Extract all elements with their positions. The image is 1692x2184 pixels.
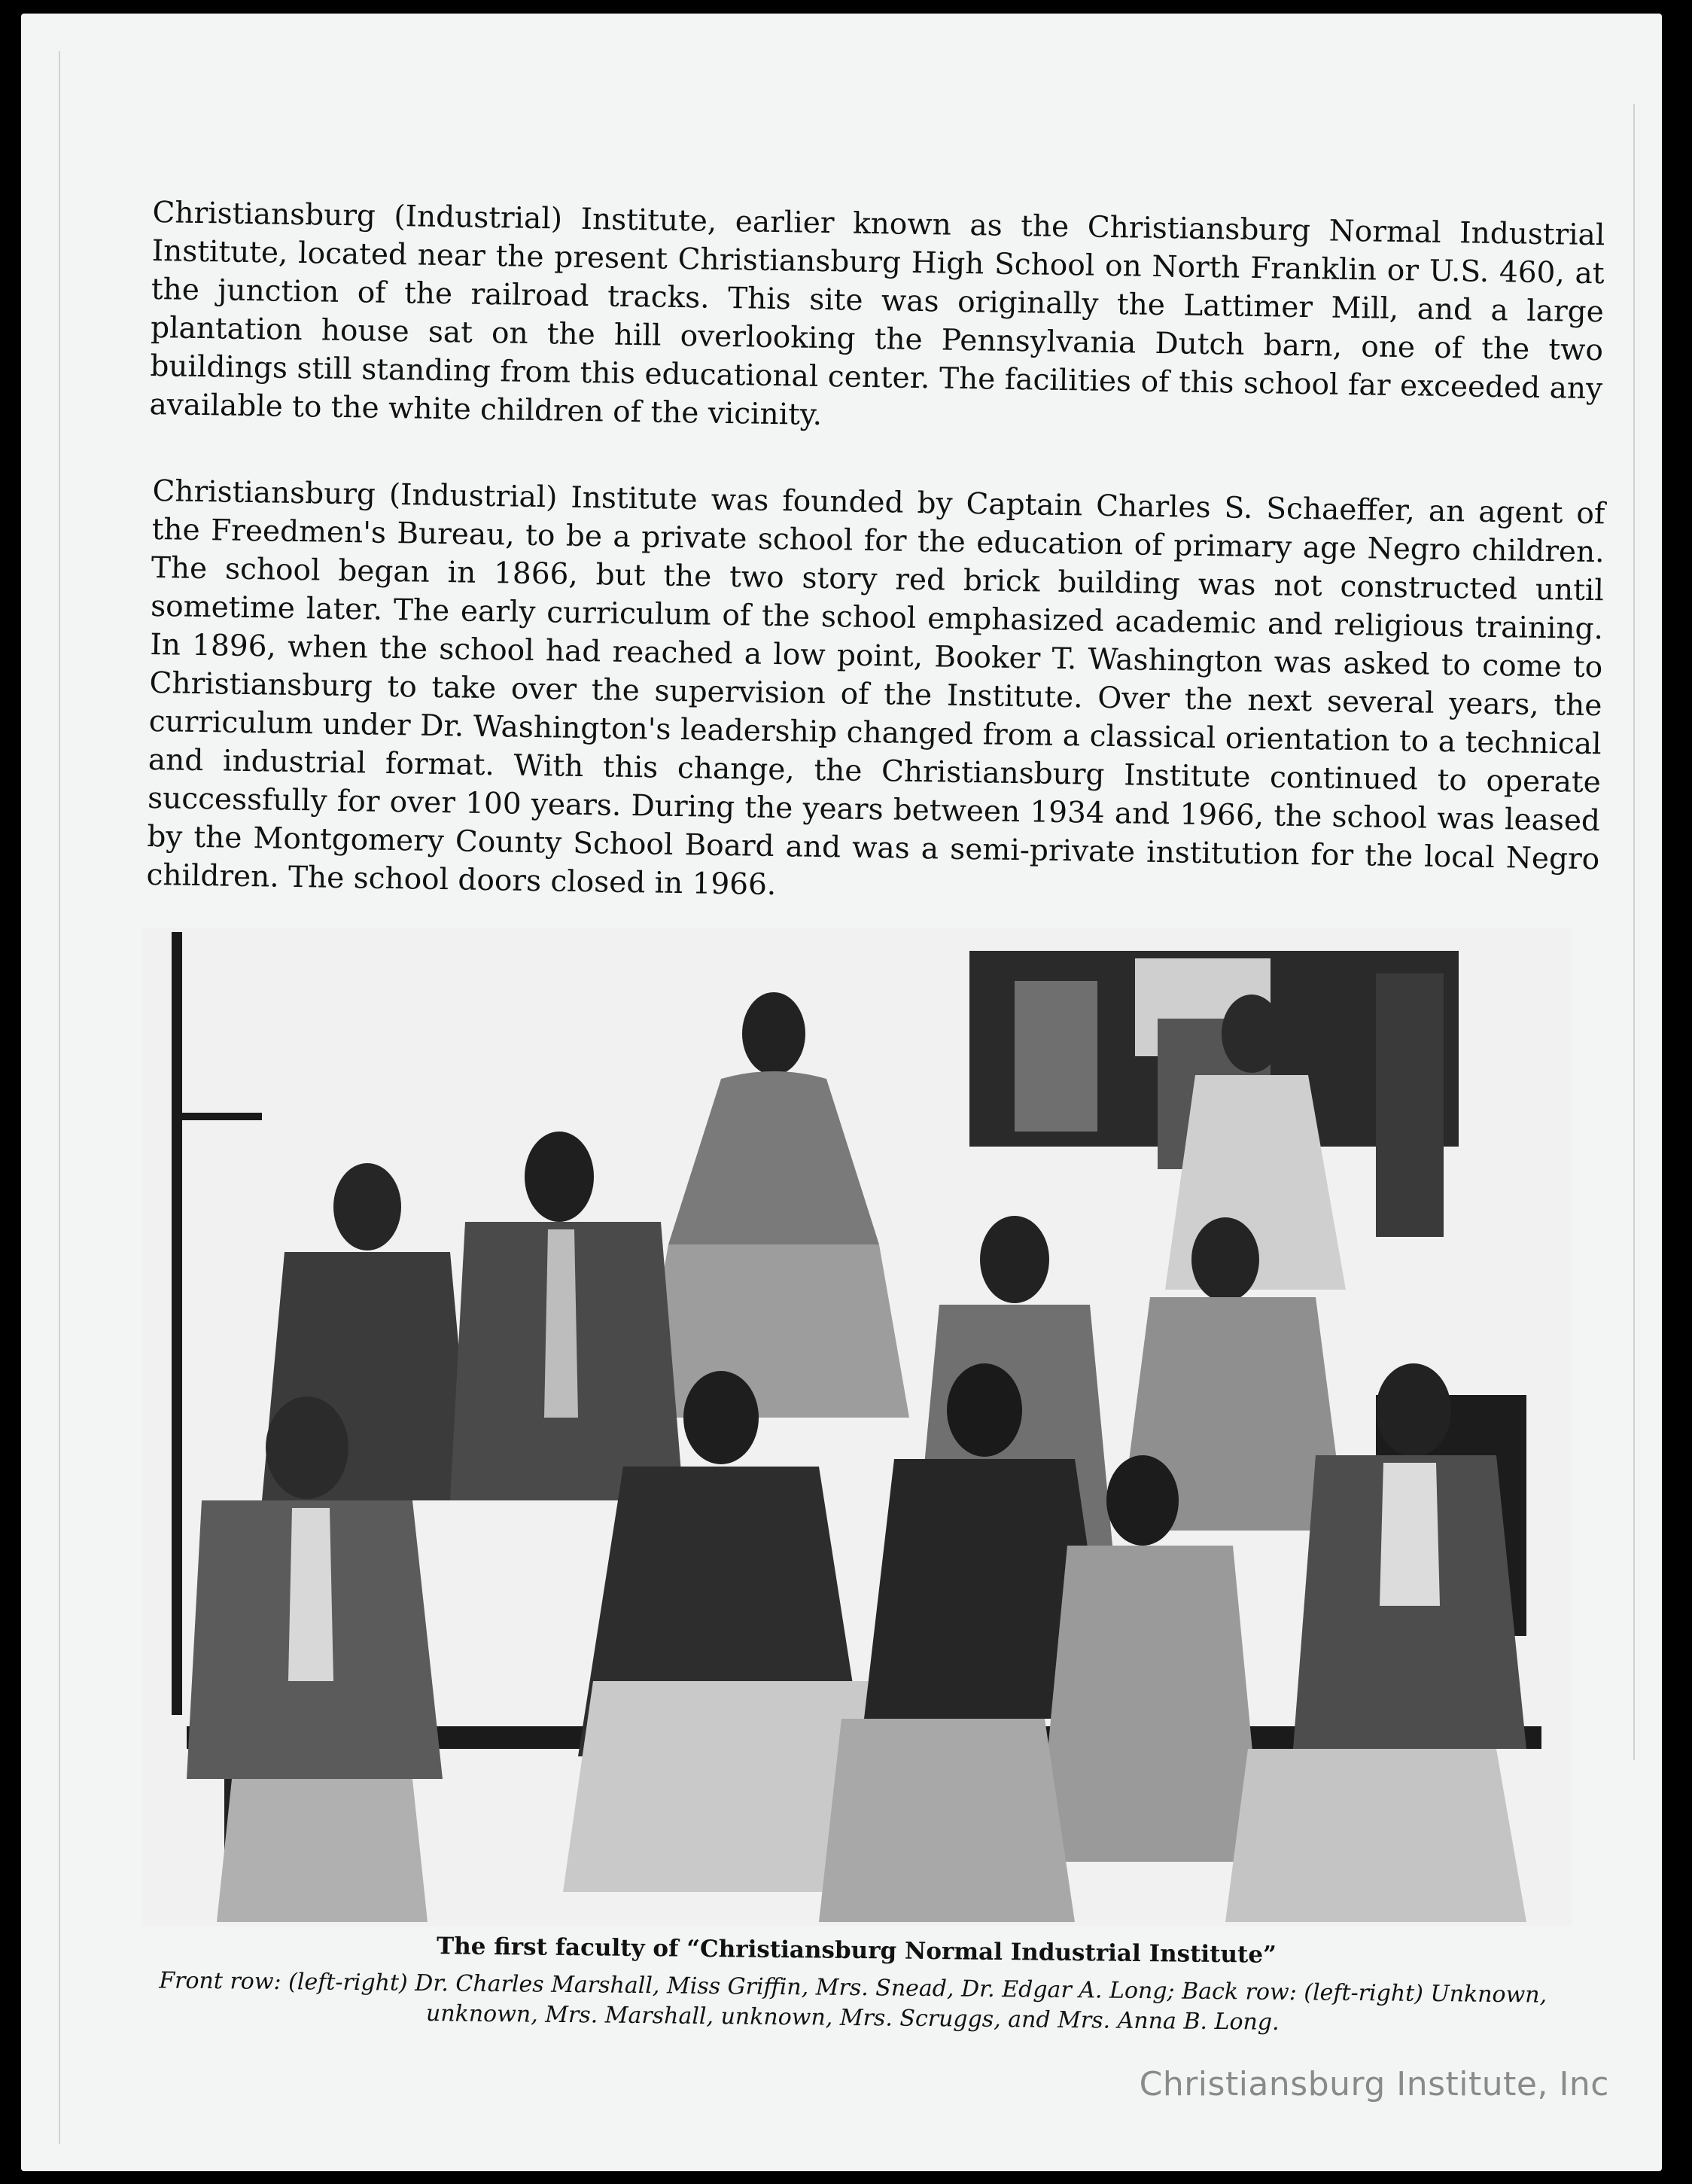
photo-caption-body: Front row: (left-right) Dr. Charles Marshall, Miss Griffin, Mrs. Snead, Dr. Edgar A. Long; Back row: (left-right) Unknown, unknown, Mrs. Marshall, unknown, Mrs. Scruggs, and Mrs. Anna B. Long. xyxy=(159,1967,1547,2036)
faculty-group-photo xyxy=(142,928,1572,1926)
watermark: Christiansburg Institute, Inc xyxy=(1139,2065,1609,2103)
document-page xyxy=(21,14,1662,2171)
paragraph-founding: Christiansburg (Industrial) Institute was founded by Captain Charles S. Schaeffer, an agent of the Freedmen's Bureau, to be a private school for the education of primary age Negro children. The school began in 1866, but the two story red brick building was not constructed until sometime later. The early curriculum of the school emphasized academic and religious training. In 1896, when the school had reached a low point, Booker T. Washington was asked to come to Christiansburg to take over the supervision of the Institute. Over the next several years, the curriculum under Dr. Washington's leadership changed from a classical orientation to a technical and industrial format. With this change, the Christiansburg Institute continued to operate successfully for over 100 years. During the years between 1934 and 1966, the school was leased by the Montgomery County School Board and was a semi-private institution for the local Negro children. The school doors closed in 1966. xyxy=(146,474,1605,903)
fold-line-left xyxy=(59,51,60,2144)
photo-illustration xyxy=(142,928,1572,1926)
photo-caption-title: The first faculty of “Christiansburg Normal Industrial Institute” xyxy=(436,1933,1277,1969)
fold-line-right xyxy=(1633,104,1635,1760)
paragraph-history-site: Christiansburg (Industrial) Institute, earlier known as the Christiansburg Normal Industrial Institute, located near the present Christiansburg High School on North Franklin or U.S. 460, at the junction of the railroad tracks. This site was originally the Lattimer Mill, and a large plantation house sat on the hill overlooking the Pennsylvania Dutch barn, one of the two buildings still standing from this educational center. The facilities of this school far exceeded any available to the white children of the vicinity. xyxy=(149,195,1605,432)
